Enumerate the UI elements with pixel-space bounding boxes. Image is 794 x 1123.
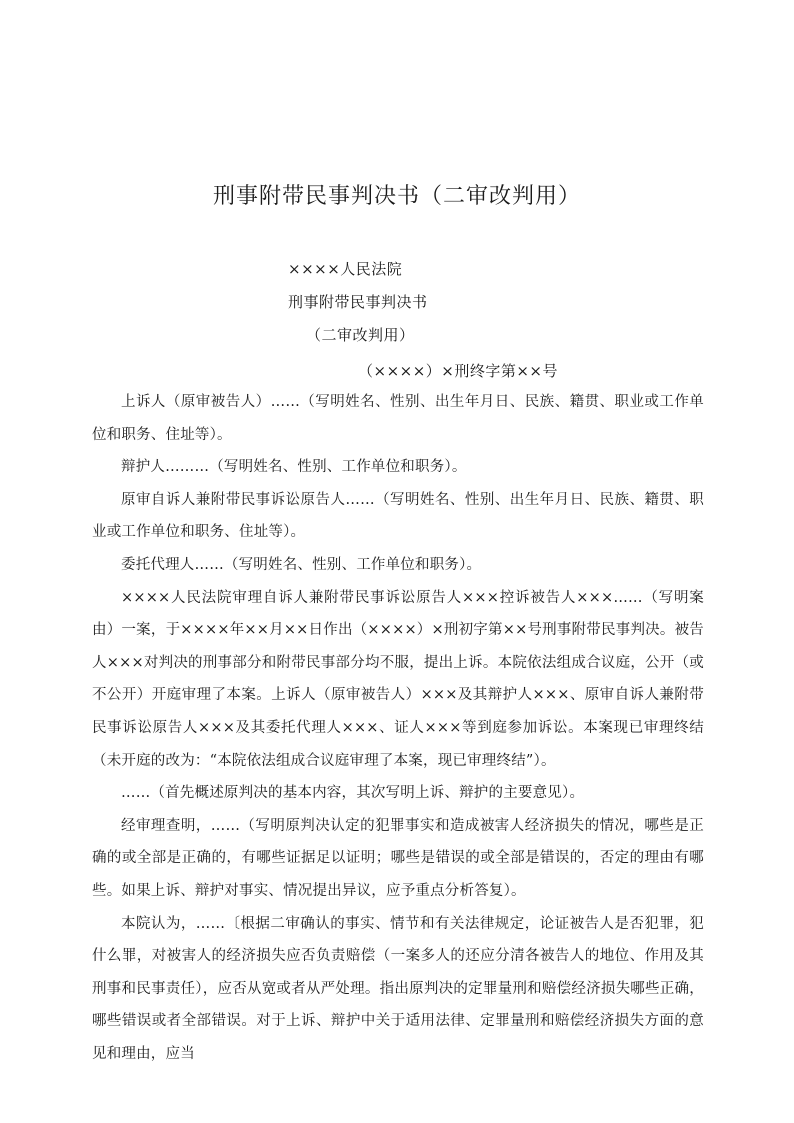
body-paragraph: ……（首先概述原判决的基本内容，其次写明上诉、辩护的主要意见）。 bbox=[121, 785, 585, 802]
heading-court-name: ××××人民法院 bbox=[288, 260, 403, 278]
body-paragraph: 委托代理人……（写明姓名、性别、工作单位和职务）。 bbox=[121, 556, 482, 573]
body-paragraph: 辩护人………（写明姓名、性别、工作单位和职务）。 bbox=[121, 459, 467, 476]
heading-case-number: （××××）×刑终字第××号 bbox=[358, 362, 558, 380]
body-paragraph: 上诉人（原审被告人）……（写明姓名、性别、出生年月日、民族、籍贯、职业或工作单位和职务、住址等）。 bbox=[92, 394, 704, 443]
body-paragraph: 本院认为，……〔根据二审确认的事实、情节和有关法律规定，论证被告人是否犯罪，犯什么罪，对被害人的经济损失应否负责赔偿（一案多人的还应分清各被告人的地位、作用及其刑事和民事责任），应否从宽或者从严处理。指出原判决的定罪量刑和赔偿经济损失哪些正确，哪些错误或者全部错误。对于上诉、辩护中关于适用法律、定罪量刑和赔偿经济损失方面的意见和理由，应当 bbox=[92, 915, 704, 1062]
document-body bbox=[92, 386, 704, 1070]
heading-document-type: 刑事附带民事判决书 bbox=[288, 293, 428, 311]
page-title: 刑事附带民事判决书（二审改判用） bbox=[212, 183, 581, 209]
body-paragraph: 经审理查明，……（写明原判决认定的犯罪事实和造成被害人经济损失的情况，哪些是正确的或全部是正确的，有哪些证据足以证明；哪些是错误的或全部是错误的，否定的理由有哪些。如果上诉、辩护对事实、情况提出异议，应予重点分析答复）。 bbox=[92, 817, 704, 899]
document-heading-block bbox=[96, 253, 704, 388]
body-paragraph: 原审自诉人兼附带民事诉讼原告人……（写明姓名、性别、出生年月日、民族、籍贯、职业或工作单位和职务、住址等）。 bbox=[92, 491, 704, 541]
body-paragraph: ××××人民法院审理自诉人兼附带民事诉讼原告人×××控诉被告人×××……（写明案由）一案，于××××年××月××日作出（××××）×刑初字第××号刑事附带民事判决。被告人×××对判决的刑事部分和附带民事部分均不服，提出上诉。本院依法组成合议庭，公开（或不公开）开庭审理了本案。上诉人（原审被告人）×××及其辩护人×××、原审自诉人兼附带民事诉讼原告人×××及其委托代理人×××、证人×××等到庭参加诉讼。本案现已审理终结（未开庭的改为：“本院依法组成合议庭审理了本案，现已审理终结”）。 bbox=[92, 589, 704, 769]
heading-usage-note: （二审改判用） bbox=[306, 326, 415, 344]
